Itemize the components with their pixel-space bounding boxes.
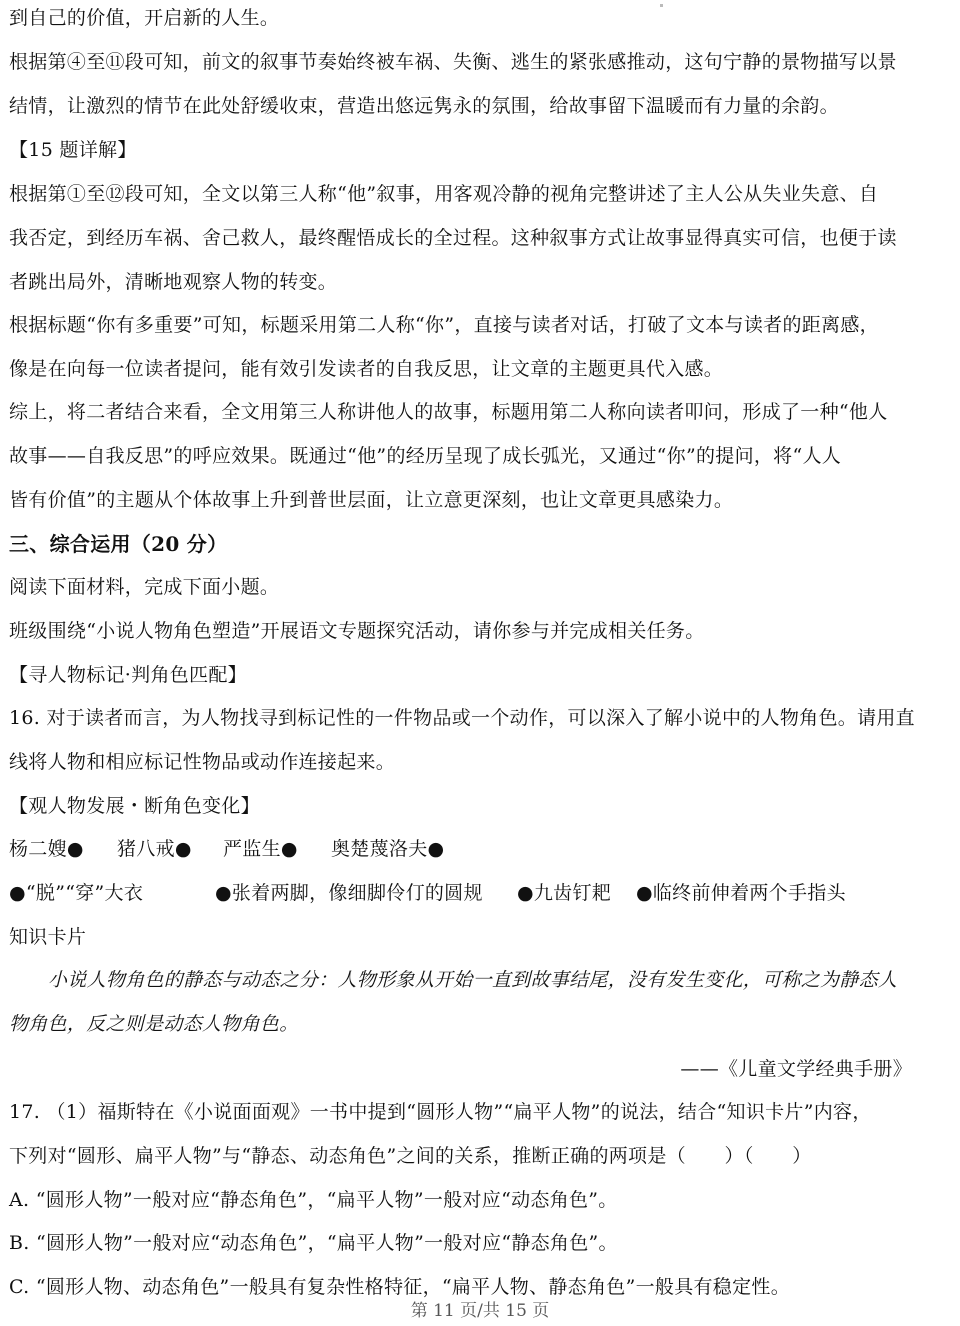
option-c[interactable]: C. “圆形人物、动态角色”一般具有复杂性格特征，“扁平人物、静态角色”一般具有稳定性。 [9,1276,790,1298]
marker-item[interactable]: ●九齿钉耙 [517,882,612,904]
character-item[interactable]: 奥楚蔑洛夫● [331,838,445,860]
text-line: 结情，让激烈的情节在此处舒缓收束，营造出悠远隽永的氛围，给故事留下温暖而有力量的余韵。 [9,95,839,117]
task-heading: 【观人物发展・断角色变化】 [9,795,260,817]
text-line: 我否定，到经历车祸、舍己救人，最终醒悟成长的全过程。这种叙事方式让故事显得真实可信，也便于读 [9,227,897,249]
question-16: 16. 对于读者而言，为人物找寻到标记性的一件物品或一个动作，可以深入了解小说中的人物角色。请用直 [9,707,915,729]
page-footer: 第 11 页/共 15 页 [410,1301,550,1321]
character-item[interactable]: 严监生● [223,838,298,860]
option-b[interactable]: B. “圆形人物”一般对应“动态角色”，“扁平人物”一般对应“静态角色”。 [9,1232,618,1254]
text-line: 线将人物和相应标记性物品或动作连接起来。 [9,751,396,773]
text-line: 皆有价值”的主题从个体故事上升到普世层面，让立意更深刻，也让文章更具感染力。 [9,489,734,511]
text-line: 像是在向每一位读者提问，能有效引发读者的自我反思，让文章的主题更具代入感。 [9,358,724,380]
knowledge-card-title: 知识卡片 [9,926,87,948]
text-line: 到自己的价值，开启新的人生。 [9,7,280,29]
task-heading: 【寻人物标记·判角色匹配】 [9,664,247,686]
q15-heading: 【15 题详解】 [9,139,137,161]
text-line: 综上，将二者结合来看，全文用第三人称讲他人的故事，标题用第二人称向读者叩问，形成了一种“他人 [9,401,888,423]
character-row [9,827,930,871]
marker-item[interactable]: ●临终前伸着两个手指头 [636,882,846,904]
marker-row [9,871,930,915]
citation: ——《儿童文学经典手册》 [680,1058,912,1080]
text-line: 根据第①至⑫段可知，全文以第三人称“他”叙事，用客观冷静的视角完整讲述了主人公从失业失意、自 [9,183,879,205]
knowledge-card-text: 物角色，反之则是动态人物角色。 [9,1013,299,1035]
text-line: 下列对“圆形、扁平人物”与“静态、动态角色”之间的关系，推断正确的两项是（ ）（ ） [9,1145,812,1167]
marker-item[interactable]: ●“脱”“穿”大衣 [9,882,144,904]
knowledge-card-text: 小说人物角色的静态与动态之分：人物形象从开始一直到故事结尾，没有发生变化，可称之为静态人 [48,969,898,991]
text-line: 根据标题“你有多重要”可知，标题采用第二人称“你”，直接与读者对话，打破了文本与读者的距离感， [9,314,879,336]
text-line: 根据第④至⑪段可知，前文的叙事节奏始终被车祸、失衡、逃生的紧张感推动，这句宁静的景物描写以景 [9,51,897,73]
text-line: 者跳出局外，清晰地观察人物的转变。 [9,271,338,293]
section-title: 三、综合运用（20 分） [9,532,228,556]
option-a[interactable]: A. “圆形人物”一般对应“静态角色”，“扁平人物”一般对应“动态角色”。 [9,1189,618,1211]
question-17: 17. （1）福斯特在《小说面面观》一书中提到“圆形人物”“扁平人物”的说法，结合“知识卡片”内容， [9,1101,872,1123]
text-line: 班级围绕“小说人物角色塑造”开展语文专题探究活动，请你参与并完成相关任务。 [9,620,705,642]
text-line: 故事——自我反思”的呼应效果。既通过“他”的经历呈现了成长弧光，又通过“你”的提问，将“人人 [9,445,842,467]
character-item[interactable]: 杨二嫂● [9,838,84,860]
marker-item[interactable]: ●张着两脚，像细脚伶仃的圆规 [215,882,483,904]
text-line: 阅读下面材料，完成下面小题。 [9,576,280,598]
character-item[interactable]: 猪八戒● [117,838,192,860]
